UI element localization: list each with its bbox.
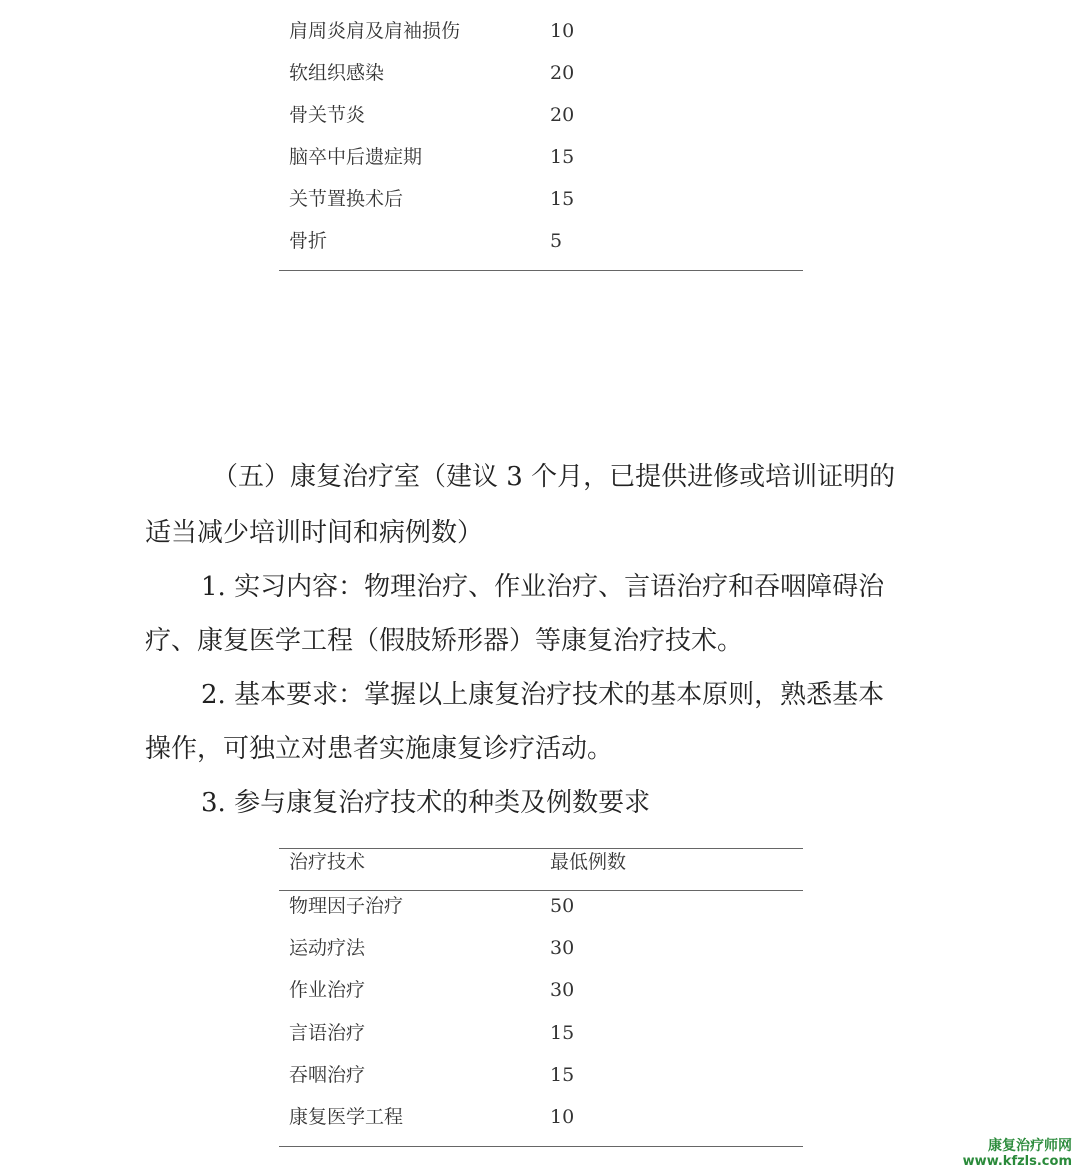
case-count: 20	[550, 104, 575, 126]
case-count: 15	[550, 188, 575, 210]
section-heading-line2: 适当减少培训时间和病例数）	[145, 518, 484, 548]
header-therapy-technique: 治疗技术	[289, 851, 366, 873]
therapy-name: 运动疗法	[289, 937, 366, 959]
therapy-name: 物理因子治疗	[289, 895, 404, 917]
watermark-site-name: 康复治疗师网	[988, 1138, 1072, 1154]
therapy-name: 康复医学工程	[289, 1106, 404, 1128]
paragraph-3: 3. 参与康复治疗技术的种类及例数要求	[201, 788, 651, 818]
disease-name: 肩周炎肩及肩袖损伤	[289, 20, 461, 42]
therapy-name: 作业治疗	[289, 979, 366, 1001]
case-count: 5	[550, 230, 563, 252]
table-row	[279, 100, 803, 130]
case-count: 15	[550, 1022, 575, 1044]
paragraph-2-line1: 2. 基本要求：掌握以上康复治疗技术的基本原则，熟悉基本	[201, 680, 885, 710]
table-row	[279, 58, 803, 88]
table-row	[279, 1060, 803, 1090]
table-row	[279, 16, 803, 46]
disease-name: 脑卒中后遗症期	[289, 146, 423, 168]
table-row	[279, 891, 803, 921]
disease-name: 骨关节炎	[289, 104, 366, 126]
paragraph-1-line1: 1. 实习内容：物理治疗、作业治疗、言语治疗和吞咽障碍治	[201, 572, 885, 602]
case-count: 30	[550, 937, 575, 959]
therapy-name: 言语治疗	[289, 1022, 366, 1044]
header-minimum-cases: 最低例数	[550, 851, 627, 873]
table-row	[279, 226, 803, 256]
case-count: 10	[550, 1106, 575, 1128]
table-row	[279, 1102, 803, 1132]
disease-name: 骨折	[289, 230, 328, 252]
table-row	[279, 933, 803, 963]
section-heading-line1: （五）康复治疗室（建议 3 个月，已提供进修或培训证明的	[212, 462, 896, 492]
case-count: 15	[550, 1064, 575, 1086]
table-row	[279, 975, 803, 1005]
disease-name: 关节置换术后	[289, 188, 404, 210]
watermark-site-url: www.kfzls.com	[962, 1154, 1072, 1169]
case-count: 20	[550, 62, 575, 84]
case-count: 30	[550, 979, 575, 1001]
table-row	[279, 1018, 803, 1048]
paragraph-1-line2: 疗、康复医学工程（假肢矫形器）等康复治疗技术。	[145, 626, 744, 656]
site-watermark	[963, 1138, 1072, 1170]
table-row	[279, 142, 803, 172]
table-row	[279, 184, 803, 214]
table-header-row	[279, 847, 803, 877]
table-bottom-rule	[279, 1146, 803, 1147]
disease-name: 软组织感染	[289, 62, 385, 84]
therapy-name: 吞咽治疗	[289, 1064, 366, 1086]
paragraph-2-line2: 操作，可独立对患者实施康复诊疗活动。	[145, 734, 614, 764]
case-count: 50	[550, 895, 575, 917]
table-bottom-rule	[279, 270, 803, 271]
case-count: 15	[550, 146, 575, 168]
case-count: 10	[550, 20, 575, 42]
